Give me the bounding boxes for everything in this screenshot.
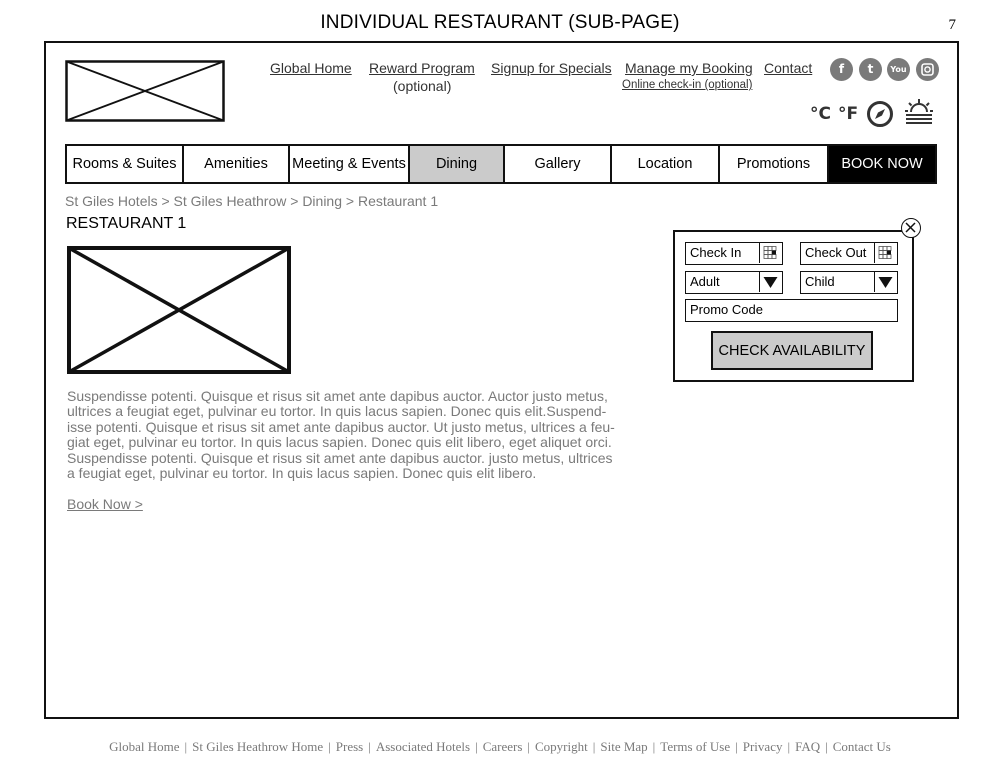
check-out-label: Check Out (805, 245, 867, 260)
footer-separator: | (527, 739, 531, 754)
calendar-icon[interactable] (759, 243, 782, 263)
restaurant-description (67, 389, 619, 481)
book-now-link[interactable]: Book Now > (67, 496, 143, 512)
tumblr-icon[interactable]: t (859, 58, 882, 81)
chevron-down-icon[interactable] (759, 272, 782, 292)
main-nav (65, 144, 937, 184)
sunrise-icon (903, 97, 935, 127)
nav-location[interactable]: Location (612, 146, 720, 182)
page-title: INDIVIDUAL RESTAURANT (SUB-PAGE) (320, 12, 680, 33)
reward-program-note: (optional) (393, 78, 452, 94)
footer-separator: | (735, 739, 738, 754)
footer-link-privacy[interactable]: Privacy (742, 739, 783, 754)
footer-separator: | (475, 739, 478, 754)
promo-code-placeholder: Promo Code (690, 302, 763, 317)
footer-link-careers[interactable]: Careers (482, 739, 523, 754)
page-number: 7 (948, 17, 956, 33)
restaurant-title: RESTAURANT 1 (66, 215, 187, 232)
promo-code-input[interactable] (685, 299, 898, 322)
description-line: Suspendisse potenti. Quisque et risus sit amet ante dapibus auctor. Auctor justo metus, (67, 388, 608, 404)
celsius-toggle[interactable]: °C (810, 104, 831, 124)
adult-select[interactable] (685, 271, 783, 294)
breadcrumb[interactable]: St Giles Hotels > St Giles Heathrow > Dining > Restaurant 1 (65, 193, 439, 209)
footer-link-st-giles-heathrow-home[interactable]: St Giles Heathrow Home (192, 739, 324, 754)
instagram-icon[interactable] (916, 58, 939, 81)
footer-link-press[interactable]: Press (335, 739, 364, 754)
description-line: a feugiat eget, pulvinar eu tortor. In quis lacus sapien. Donec quis elit libero. (67, 465, 537, 482)
nav-rooms-suites[interactable]: Rooms & Suites (67, 146, 184, 182)
footer-link-faq[interactable]: FAQ (795, 739, 821, 754)
description-line: isse potenti. Quisque et risus sit amet ante dapibus auctor. Ut justo metus, ultrices a feu- (67, 418, 615, 435)
signup-specials-link[interactable]: Signup for Specials (491, 60, 612, 76)
footer-links (0, 739, 1000, 755)
nav-dining[interactable]: Dining (410, 146, 505, 182)
adult-label: Adult (690, 274, 720, 289)
contact-link[interactable]: Contact (764, 60, 813, 76)
child-select[interactable] (800, 271, 898, 294)
description-line: giat eget, pulvinar eu tortor. In quis lacus sapien. Donec quis elit libero, eget aliquet orci. (67, 434, 612, 451)
footer-separator: | (787, 739, 791, 754)
description-line: Suspendisse potenti. Quisque et risus sit amet ante dapibus auctor. justo metus, ultrices (67, 449, 613, 466)
footer-link-terms-of-use[interactable]: Terms of Use (660, 739, 731, 754)
footer-link-contact-us[interactable]: Contact Us (832, 739, 891, 754)
footer-separator: | (652, 739, 656, 754)
footer-link-global-home[interactable]: Global Home (109, 739, 180, 754)
footer-separator: | (825, 739, 828, 754)
check-in-field[interactable] (685, 242, 783, 265)
online-checkin-link[interactable]: Online check-in (optional) (622, 79, 753, 91)
description-line: ultrices a feugiat eget, pulvinar eu tortor. In quis lacus sapien. Donec quis elit.Suspend- (67, 403, 607, 420)
book-now-button[interactable]: BOOK NOW (829, 146, 935, 182)
close-icon[interactable] (901, 218, 921, 238)
youtube-icon[interactable]: You (887, 58, 910, 81)
footer-separator: | (328, 739, 331, 754)
footer-separator: | (368, 739, 371, 754)
child-label: Child (805, 274, 835, 289)
manage-booking-link[interactable]: Manage my Booking (625, 60, 753, 76)
restaurant-image-placeholder (67, 246, 291, 374)
nav-promotions[interactable]: Promotions (720, 146, 829, 182)
calendar-icon[interactable] (874, 243, 897, 263)
nav-amenities[interactable]: Amenities (184, 146, 290, 182)
facebook-icon[interactable]: f (830, 58, 853, 81)
check-in-label: Check In (690, 245, 742, 260)
footer-separator: | (184, 739, 188, 754)
nav-gallery[interactable]: Gallery (505, 146, 612, 182)
reward-program-link[interactable]: Reward Program (369, 60, 475, 76)
compass-icon (866, 100, 894, 128)
chevron-down-icon[interactable] (874, 272, 897, 292)
footer-link-site-map[interactable]: Site Map (600, 739, 648, 754)
nav-meeting-events[interactable]: Meeting & Events (290, 146, 410, 182)
footer-link-copyright[interactable]: Copyright (535, 739, 588, 754)
footer-separator: | (592, 739, 596, 754)
check-availability-button[interactable]: CHECK AVAILABILITY (711, 331, 873, 370)
global-home-link[interactable]: Global Home (270, 60, 352, 76)
fahrenheit-toggle[interactable]: °F (838, 104, 859, 124)
check-out-field[interactable] (800, 242, 898, 265)
footer-link-associated-hotels[interactable]: Associated Hotels (375, 739, 471, 754)
